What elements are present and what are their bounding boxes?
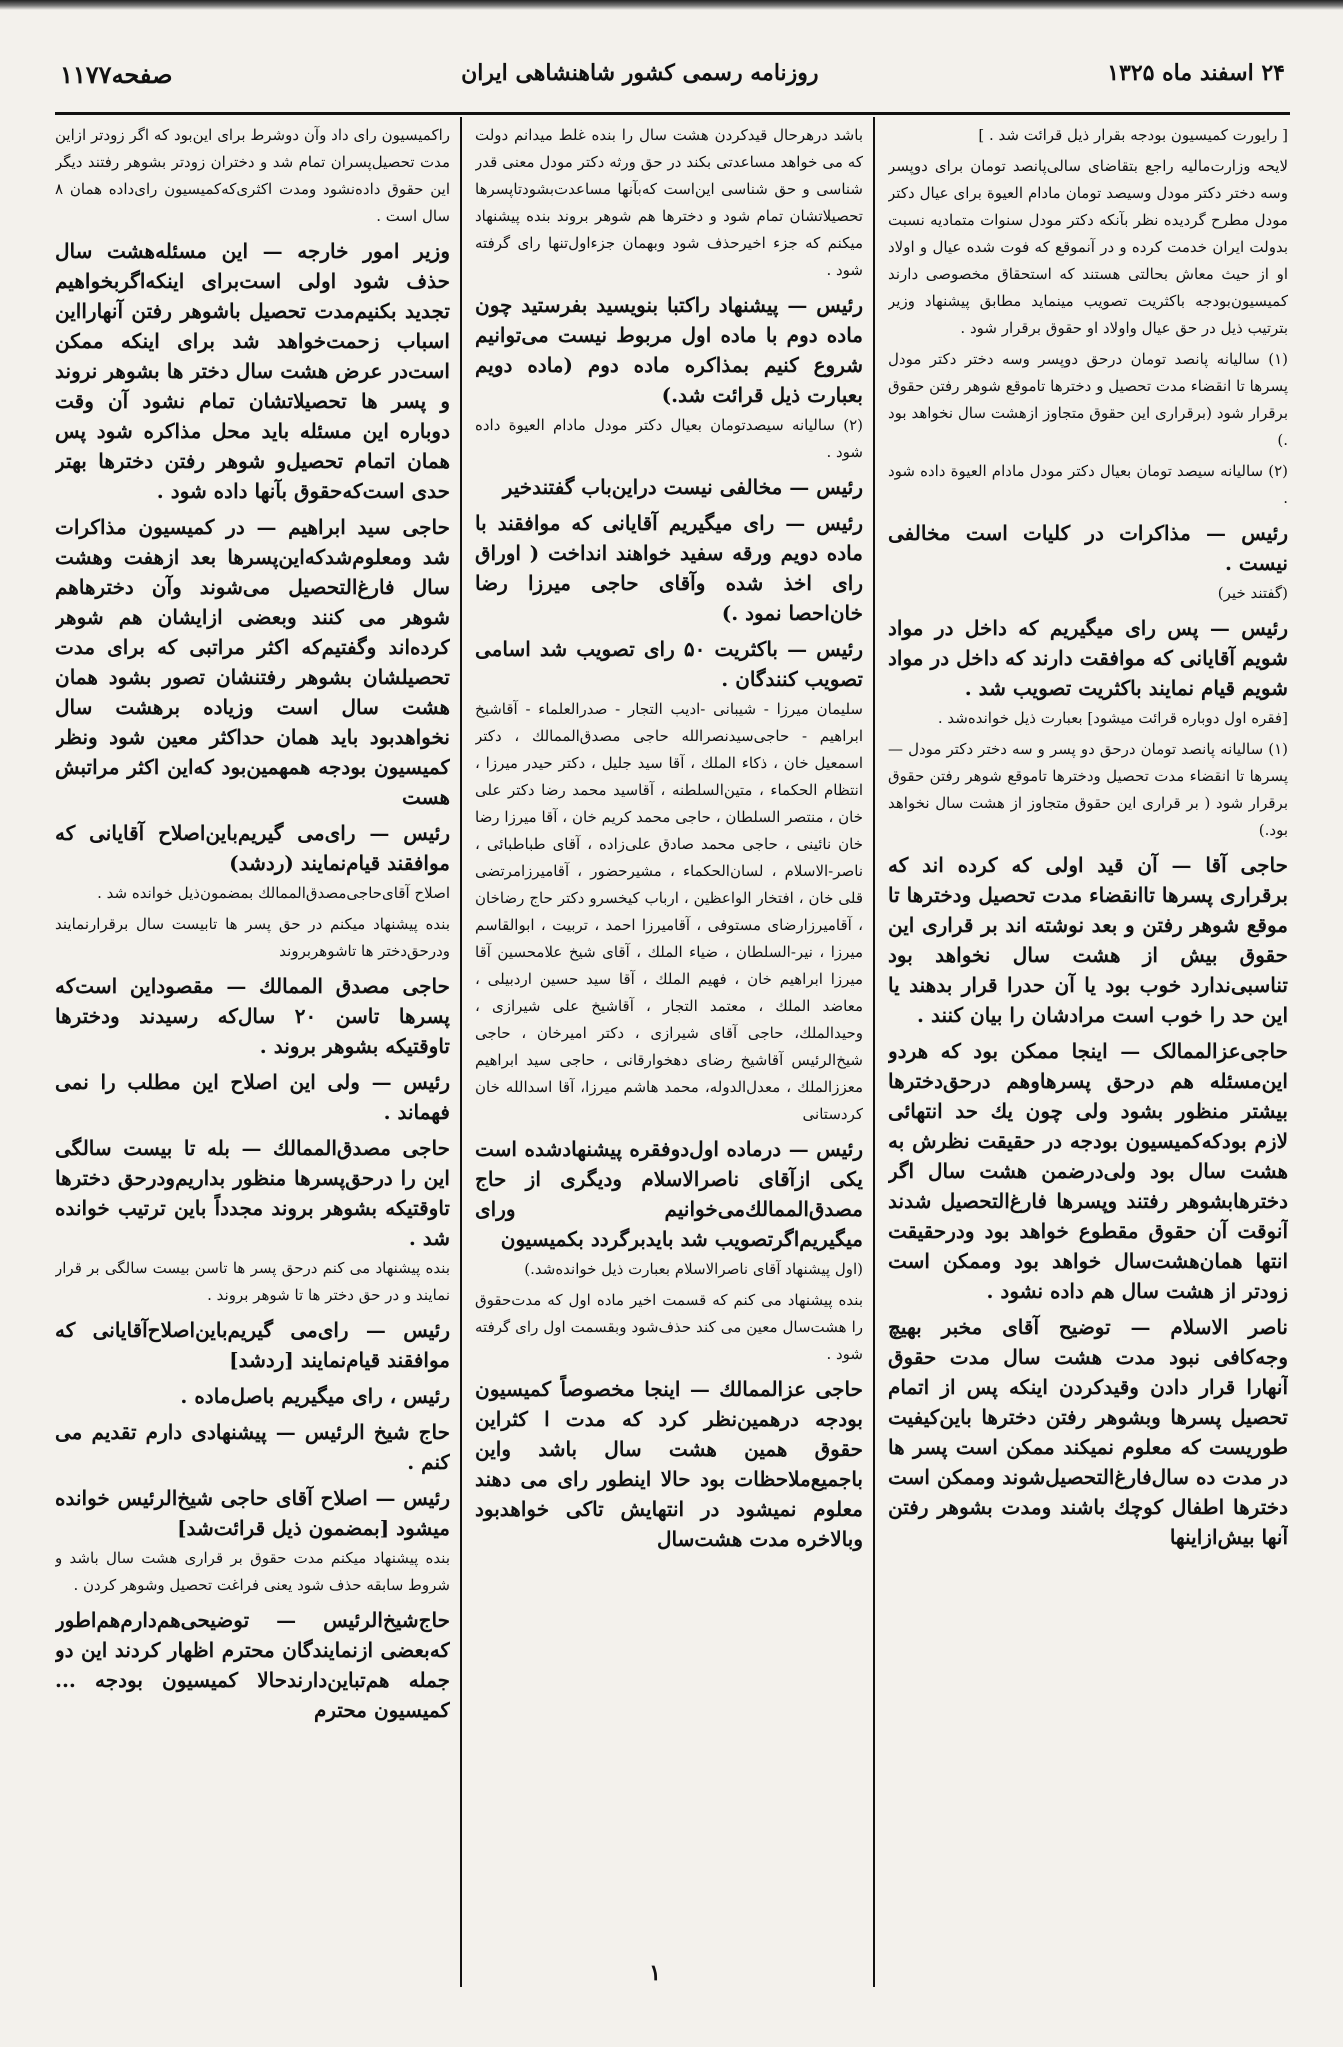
speaker-paragraph: حاجی مصدق‌الممالك — بله تا بیست سالگی این را درحق‌پسرها منظور بداریم‌ودرحق دخترها تاوقتیکه بشوهر بروند مجدداً باین ترتیب خوانده شد . [55,1136,450,1250]
text-paragraph: [ رایورت کمیسیون بودجه بقرار ذیل قرائت شد . ] [978,126,1288,144]
page-header [60,60,1285,112]
speaker-paragraph: رئیس — درماده اول‌دوفقره پیشنهادشده است یکی ازآقای ناصرالاسلام ودیگری از حاج مصدق‌الممالك‌می‌خوانیم ورای میگیریم‌اگرتصویب شد بایدبرگردد بکمیسیون [475,1137,863,1251]
text-paragraph: (اول پیشنهاد آقای ناصرالاسلام بعبارت ذیل خوانده‌شد.) [524,1260,863,1278]
speaker-paragraph: رئیس — رای‌می گیریم‌باین‌اصلاح آقایانی که موافقند قیام‌نمایند (ردشد) [55,821,450,875]
column-right [888,122,1288,1952]
speaker-paragraph: حاجی عزالممالك — اینجا مخصوصاً کمیسیون بودجه درهمین‌نظر کرد که مدت ا کثراین حقوق همین هشت سال باشد واین باجمیع‌ملاحظات بود حالا اینطور رای می دهند معلوم نمیشود در انتهایش تاکی خواهدبود وبالاخره مدت هشت‌سال [475,1377,863,1551]
text-paragraph: بنده پیشنهاد میکنم در حق پسر ها تابیست سال برقرارنمایند ودرحق‌دختر ها تاشوهربروند [55,915,450,960]
speaker-paragraph: وزیر امور خارجه — این مسئله‌هشت سال حذف شود اولی است‌برای اینکه‌اگربخواهیم تجدید بکنیم‌مدت تحصیل باشوهر رفتن آنهارااین اسباب زحمت‌خواهد شد برای اینکه ممکن است‌در عرض هشت سال دختر ها بشوهر نروند و پسر ها تحصیلاتشان تمام نشود آن وقت دوباره این مسئله باید محل مذاکره شود پس همان اتمام تحصیل‌و شوهر رفتن دخترها بهتر حدی است‌که‌حقوق بآنها داده شود . [55,239,450,503]
text-paragraph: (۱) سالیانه پانصد تومان درحق دوپسر وسه دختر دکتر مودل پسرها تا انقضاء مدت تحصیل و دخترها تاموقع شوهر رفتن حقوق برقرار شود (برقراری این حقوق متجاوز ازهشت سال نخواهد بود .) [888,350,1288,449]
newspaper-title: روزنامه رسمی کشور شاهنشاهی ایران [461,60,819,86]
text-paragraph: (گفتند خیر) [1217,584,1288,602]
text-paragraph: اصلاح آقای‌حاجی‌مصدق‌الممالك بمضمون‌ذیل خوانده شد . [97,884,450,902]
header-rule [55,112,1290,115]
page-footer-marker: ۱ [649,1960,661,1986]
speaker-paragraph: رئیس — مخالفی نیست دراین‌باب گفتندخیر [502,475,863,499]
text-paragraph: (۲) سالیانه سیصدتومان بعیال دکتر مودل مادام العیوة داده شود . [475,416,863,461]
column-left [55,122,450,1952]
text-paragraph: (۲) سالیانه سیصد تومان بعیال دکتر مودل مادام العیوة داده شود . [888,462,1288,507]
column-divider-left [460,117,462,1987]
page-number: صفحه۱۱۷۷ [60,60,173,89]
speaker-paragraph: حاج شیخ الرئیس — پیشنهادی دارم تقدیم می کنم . [55,1420,450,1474]
speaker-paragraph: رئیس — رای‌می گیریم‌باین‌اصلاح‌آقایانی که موافقند قیام‌نمایند [ردشد] [55,1318,450,1372]
speaker-paragraph: حاجی سید ابراهیم — در کمیسیون مذاکرات شد ومعلوم‌شد‌که‌این‌پسرها بعد ازهفت وهشت سال فارغ‌التحصیل می‌شوند وآن دخترهاهم شوهر می کنند وبعضی ازایشان هم شوهر کرده‌اند وگفتیم‌که اکثر مراتبی که برای مدت تحصیلشان بشوهر رفتنشان تصور بشود همان هشت سال است وزیاده برهشت سال نخواهدبود باید همان حداکثر معین شود ونظر کمیسیون بودجه همهمین‌بود که‌این اکثر مراتبش هست [55,515,450,809]
speaker-paragraph: حاج‌شیخ‌الرئیس‌ — توضیحی‌هم‌دارم‌هم‌اطور که‌بعضی ازنمایندگان محترم اظهار کردند این دو جمله هم‌تباین‌دارندحالا کمیسیون بودجه ... کمیسیون محترم [55,1608,450,1722]
speaker-paragraph: رئیس — رای میگیریم آقایانی که موافقند با ماده دویم ورقه سفید خواهند انداخت ( اوراق رای اخذ شده وآقای حاجی میرزا رضا خان‌احصا نمود .) [475,511,863,625]
text-paragraph: [فقره اول دوباره قرائت میشود] بعبارت ذیل خوانده‌شد . [937,709,1288,727]
issue-date: ۲۴ اسفند ماه ۱۳۲۵ [1107,60,1285,86]
speaker-paragraph: رئیس — باکثریت ۵۰ رای تصویب شد اسامی تصویب کنندگان . [475,637,863,691]
text-paragraph: بنده پیشنهاد میکنم مدت حقوق بر قراری هشت سال باشد و شروط سابقه حذف شود یعنی فراغت تحصیل وشوهر کردن . [55,1549,450,1594]
text-paragraph: باشد درهرحال قید‌کردن هشت سال را بنده غلط میدانم دولت که می خواهد مساعدتی بکند در حق ورثه دکتر مودل معنی قدر شناسی و حق شناسی این‌است که‌بآنها مساعدت‌بشودتاپسرها تحصیلاتشان تمام شود و دخترها هم شوهر بروند بنده پیشنهاد میکنم که جزء اخیرحذف شود وبهمان جزءاول‌تنها رای گرفته شود . [475,126,863,279]
speaker-paragraph: رئیس — پیشنهاد راکتبا بنویسید بفرستید چون ماده دوم با ماده اول مربوط نیست می‌توانیم شروع کنیم بمذاکره ماده دوم (ماده دویم بعبارت ذیل قرائت شد.) [475,293,863,407]
text-paragraph: بنده پیشنهاد می کنم درحق پسر ها تاسن بیست سالگی بر قرار نمایند و در حق دختر ها تا شوهر بروند . [55,1259,450,1304]
speaker-paragraph: حاجی مصدق الممالك — مقصوداین است‌که پسرها تاسن ۲۰ سال‌که رسیدند ودخترها تاوقتیکه بشوهر بروند . [55,974,450,1058]
speaker-paragraph: ناصر الاسلام — توضیح آقای مخبر بهیچ وجه‌کافی نبود مدت هشت سال مدت حقوق آنهارا قرار دادن وقید‌کردن اینکه پس از اتمام تحصیل پسرها وبشوهر رفتن دخترها باین‌کیفیت طوریست که معلوم نمیکند ممکن است پسر ها در مدت ده سال‌فارغ‌التحصیل‌شوند وممکن است دخترها اطفال کوچك باشند ومدت بشوهر رفتن آنها بیش‌ازاینها [888,1315,1288,1549]
speaker-paragraph: رئیس — پس رای میگیریم که داخل در مواد شویم آقایانی که موافقت دارند که داخل در مواد شویم قیام نمایند باکثریت تصویب شد . [888,616,1288,700]
speaker-paragraph: رئیس — ولی این اصلاح این مطلب را نمی فهماند . [55,1070,450,1124]
speaker-paragraph: رئیس ، رای میگیریم باصل‌ماده . [180,1384,450,1408]
text-paragraph: (۱) سالیانه پانصد تومان درحق دو پسر و سه دختر دکتر مودل — پسرها تا انقضاء مدت تحصیل ودخترها تاموقع شوهر رفتن حقوق برقرار شود ( بر قراری این حقوق متجاوز از هشت سال نخواهد بود.) [888,740,1288,839]
text-paragraph: راکمیسیون رای داد وآن دوشرط برای این‌بود که اگر زودتر ازاین مدت تحصیل‌پسران تمام شد و دختران زودتر بشوهر رفتند دیگر این حقوق داده‌نشود ومدت اکثری‌که‌کمیسیون رای‌داده همان ۸ سال است . [55,126,450,225]
text-paragraph: لایحه وزارت‌مالیه راجع بتقاضای سالی‌پانصد تومان برای دوپسر وسه دختر دکتر مودل وسیصد تومان مادام العیوة برای عیال دکتر مودل مطرح گردیده نظر بآنکه دکتر مودل سنوات متمادیه نسبت بدولت ایران خدمت کرده و در آنموقع که فوت شده عیال و اولاد او از حیث معاش بحالتی هستند که استحقاق مخصوصی دارند کمیسیون‌بودجه باکثریت تصویب مینماید مطابق پیشنهاد وزیر بترتیب ذیل در حق عیال واولاد او حقوق برقرار شود . [888,157,1288,337]
speaker-paragraph: حاجی آقا — آن قید اولی که کرده اند که برقراری پسرها تاانقضاء مدت تحصیل ودخترها تا موقع شوهر رفتن و بعد نوشته اند بر قراری این حقوق بیش از هشت سال نخواهد بود تناسبی‌ندارد خوب بود یا آن حدرا قرار بدهند یا این حد را خوب است مرادشان را بیان کنند . [888,853,1288,1027]
scan-top-edge [0,0,1343,10]
speaker-paragraph: رئیس — مذاکرات در کلیات است مخالفی نیست . [888,521,1288,575]
text-paragraph: سلیمان میرزا - شیبانی -ادیب التجار - صدرالعلماء - آقاشیخ ابراهیم - حاجی‌سیدنصرالله حاجی مصدق‌الممالك ، دکتر اسمعیل خان ، ذکاء الملك ، آقا سید جلیل ، دکتر حیدر میرزا ، انتظام الحکماء ، متین‌السلطنه ، آقاسید محمد رضا دکتر علی خان ، منتصر السلطان ، حاجی محمد کریم خان ، آقا میرزا رضا خان نائینی ، حاجی محمد صادق علی‌زاده ، آقای طباطبائی ، ناصر-الاسلام ، لسان‌الحکماء ، مشیرحضور ، آقامیرزامرتضی قلی خان ، افتخار الواعظین ، ارباب کیخسرو دکتر حاج رضاخان ، آقامیرزارضای مستوفی ، آقامیرزا احمد ، تربیت ، ابوالقاسم میرزا ، نیر-السلطان ، ضیاء الملك ، آقای شیخ علامحسین آقا میرزا ابراهیم خان ، فهیم الملك ، آقا سید حسین اردبیلی ، معاضد الملك ، معتمد التجار ، آقاشیخ علی شیرازی ، وحیدالملك، حاجی آقای شیرازی ، دکتر امیرخان ، حاجی شیخ‌الرئیس آقاشیخ رضای دهخوارقانی ، حاجی سید ابراهیم معززالملك ، معدل‌الدوله، محمد هاشم میرزا، آقا اسدالله خان کردستانی [475,700,863,1123]
column-divider-right [873,117,875,1987]
speaker-paragraph: رئیس — اصلاح آقای حاجی شیخ‌الرئیس خوانده میشود [بمضمون ذیل قرائت‌شد] [55,1486,450,1540]
speaker-paragraph: حاجی‌عزالممالک — اینجا ممکن بود که هردو این‌مسئله هم درحق پسرها‌وهم درحق‌دخترها بیشتر منظور بشود ولی چون یك حد انتهائی لازم بودکه‌کمیسیون بودجه در حقیقت نظرش به هشت سال بود ولی‌درضمن هشت سال اگر دخترهابشوهر رفتند وپسرها فارغ‌التحصیل شدند آنوقت آن حقوق مقطوع خواهد بود ودرحقیقت انتها همان‌هشت‌سال خواهد بود وممکن است زودتر از هشت سال هم داده نشود . [888,1039,1288,1303]
text-paragraph: بنده پیشنهاد می کنم که قسمت اخیر ماده اول که مدت‌حقوق را هشت‌سال معین می کند حذف‌شود وبقسمت اول رای گرفته شود . [475,1291,863,1363]
column-middle [475,122,863,1952]
